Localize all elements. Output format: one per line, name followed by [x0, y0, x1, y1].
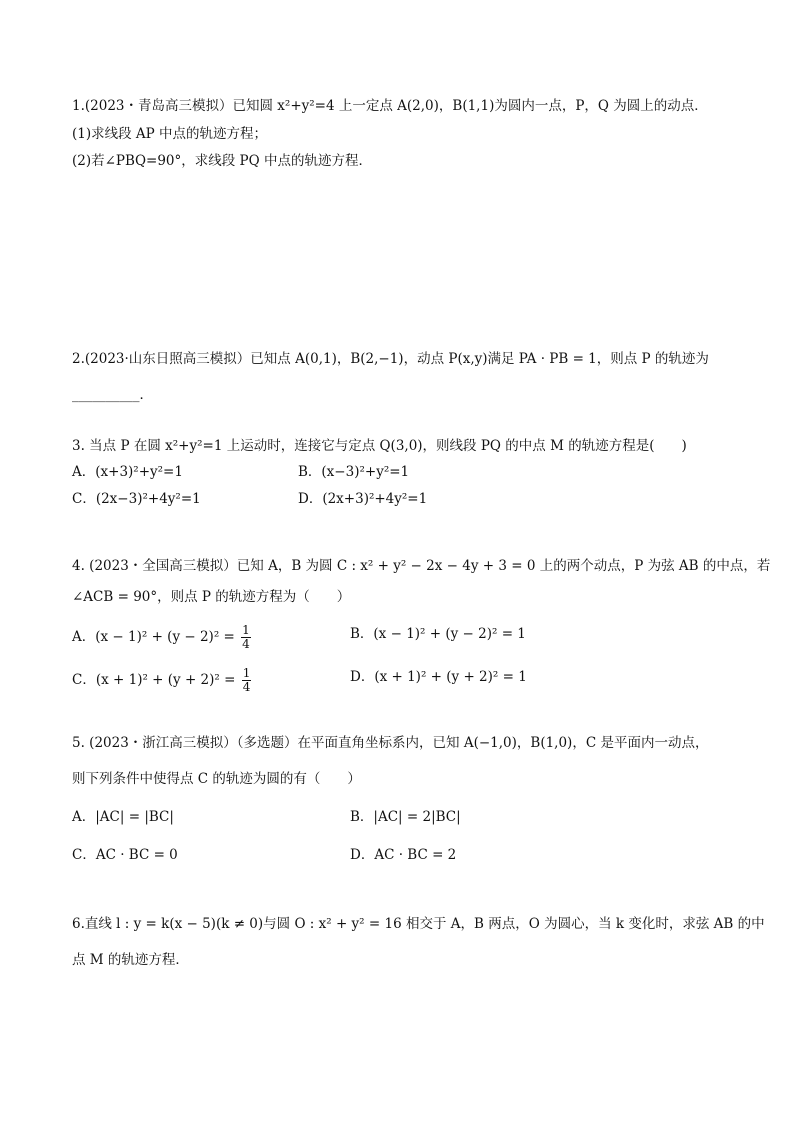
problem-3-option-c: C．(2x−3)²+4y²=1 [72, 491, 201, 507]
problem-6-stem-line-2: 点 M 的轨迹方程． [72, 952, 189, 968]
problem-5-stem-line-1: 5. (2023・浙江高三模拟）（多选题）在平面直角坐标系内，已知 A(−1,0)，B(1,0)，C 是平面内一动点， [72, 735, 709, 751]
problem-5-option-b: B．|AC| = 2|BC| [350, 809, 461, 825]
problem-4-option-c [72, 667, 251, 694]
problem-4-option-a-text: A．(x − 1)² + (y − 2)² = [72, 629, 235, 645]
problem-3-stem: 3. 当点 P 在圆 x²+y²=1 上运动时，连接它与定点 Q(3,0)，则线段 PQ 的中点 M 的轨迹方程是( ) [72, 438, 687, 454]
fraction-denominator: 4 [242, 680, 251, 694]
problem-3-option-b: B．(x−3)²+y²=1 [298, 464, 410, 480]
problem-4-option-c-text: C．(x + 1)² + (y + 2)² = [72, 672, 236, 688]
problem-1-stem: 1.(2023・青岛高三模拟）已知圆 x²+y²=4 上一定点 A(2,0)，B(1,1)为圆内一点，P，Q 为圆上的动点． [72, 98, 708, 114]
problem-3-option-a: A．(x+3)²+y²=1 [72, 464, 183, 480]
fraction-denominator: 4 [242, 637, 250, 651]
problem-5-option-a: A．|AC| = |BC| [72, 809, 174, 825]
problem-3-option-d: D．(2x+3)²+4y²=1 [298, 491, 428, 507]
problem-2-blank: __________． [72, 387, 153, 403]
problem-4-option-b: B．(x − 1)² + (y − 2)² = 1 [350, 626, 526, 642]
problem-5-stem-line-2: 则下列条件中使得点 C 的轨迹为圆的有（ ） [72, 771, 361, 787]
fraction-one-quarter [242, 667, 252, 694]
problem-1-part-2: (2)若∠PBQ=90°，求线段 PQ 中点的轨迹方程． [72, 153, 372, 169]
fraction-numerator: 1 [242, 623, 250, 637]
problem-5-option-d: D．AC · BC = 2 [350, 847, 457, 863]
problem-2-stem: 2.(2023·山东日照高三模拟）已知点 A(0,1)，B(2,−1)，动点 P(x,y)满足 PA · PB = 1，则点 P 的轨迹为 [72, 351, 709, 367]
fraction-one-quarter [241, 624, 251, 651]
problem-4-stem-line-1: 4. (2023・全国高三模拟）已知 A，B 为圆 C : x² + y² − 2x − 4y + 3 = 0 上的两个动点，P 为弦 AB 的中点，若 [72, 558, 771, 574]
problem-4-option-d: D．(x + 1)² + (y + 2)² = 1 [350, 669, 527, 685]
problem-4-stem-line-2: ∠ACB = 90°，则点 P 的轨迹方程为（ ） [72, 589, 351, 605]
problem-6-stem-line-1: 6.直线 l : y = k(x − 5)(k ≠ 0)与圆 O : x² + y² = 16 相交于 A，B 两点，O 为圆心，当 k 变化时，求弦 AB 的中 [72, 916, 765, 932]
problem-4-option-a [72, 624, 251, 651]
problem-5-option-c: C．AC · BC = 0 [72, 847, 178, 863]
fraction-numerator: 1 [242, 666, 251, 680]
problem-1-part-1: (1)求线段 AP 中点的轨迹方程； [72, 126, 268, 142]
